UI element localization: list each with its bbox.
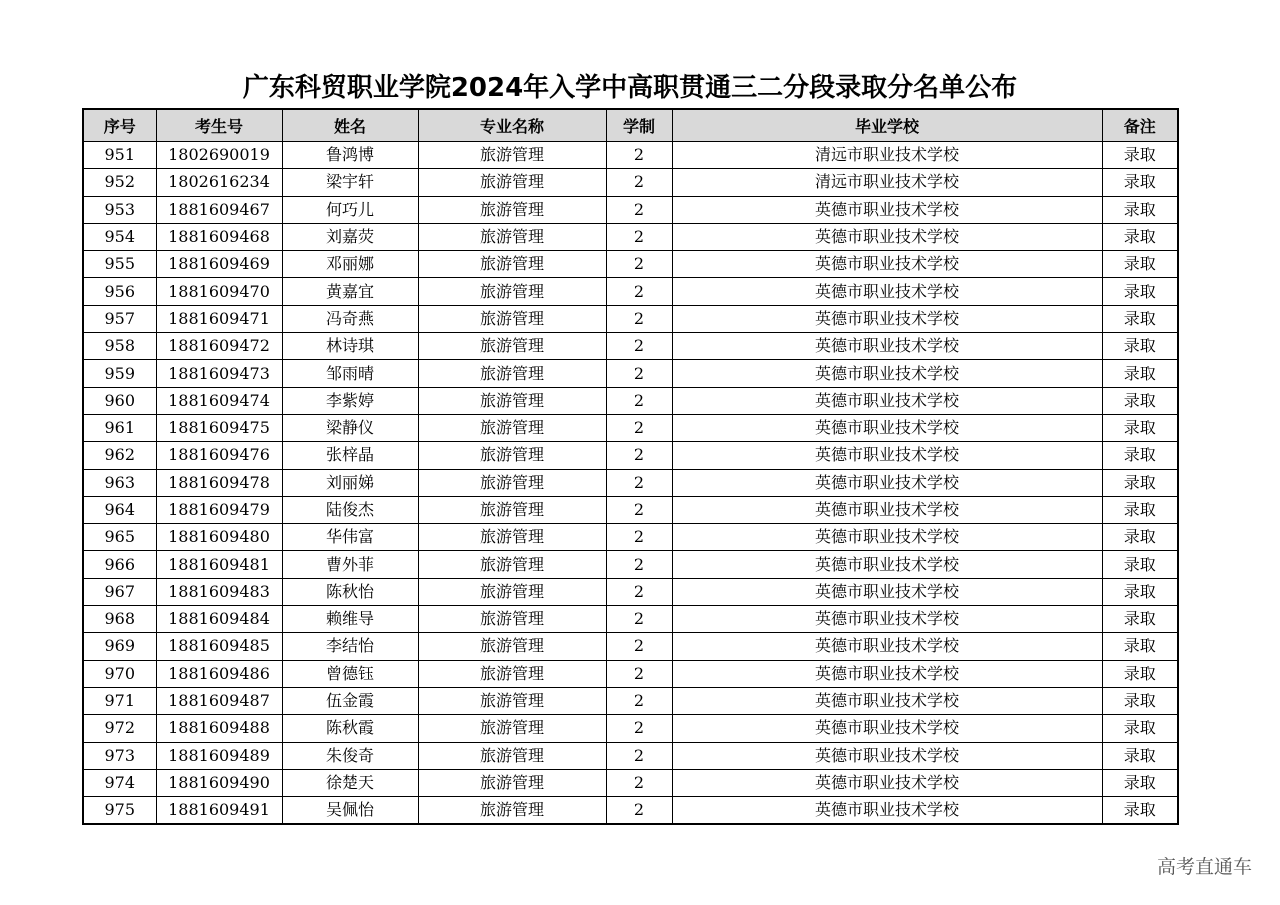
cell-major: 旅游管理 <box>418 387 606 414</box>
cell-duration: 2 <box>606 442 672 469</box>
table-row <box>83 524 1178 551</box>
watermark: 高考直通车 <box>1156 856 1252 878</box>
cell-major: 旅游管理 <box>418 660 606 687</box>
cell-school: 英德市职业技术学校 <box>672 469 1102 496</box>
cell-school: 英德市职业技术学校 <box>672 524 1102 551</box>
cell-serial: 951 <box>83 142 156 169</box>
table-row <box>83 387 1178 414</box>
cell-duration: 2 <box>606 142 672 169</box>
table-row <box>83 223 1178 250</box>
cell-serial: 956 <box>83 278 156 305</box>
cell-serial: 958 <box>83 333 156 360</box>
cell-remark: 录取 <box>1102 251 1178 278</box>
cell-school: 英德市职业技术学校 <box>672 305 1102 332</box>
table-row <box>83 469 1178 496</box>
cell-name: 邓丽娜 <box>282 251 418 278</box>
cell-remark: 录取 <box>1102 660 1178 687</box>
cell-name: 何巧儿 <box>282 196 418 223</box>
table-row <box>83 251 1178 278</box>
cell-major: 旅游管理 <box>418 278 606 305</box>
cell-name: 邹雨晴 <box>282 360 418 387</box>
cell-major: 旅游管理 <box>418 360 606 387</box>
cell-school: 英德市职业技术学校 <box>672 769 1102 796</box>
cell-name: 林诗琪 <box>282 333 418 360</box>
cell-remark: 录取 <box>1102 496 1178 523</box>
cell-duration: 2 <box>606 360 672 387</box>
cell-school: 英德市职业技术学校 <box>672 442 1102 469</box>
cell-remark: 录取 <box>1102 278 1178 305</box>
table-row <box>83 660 1178 687</box>
cell-serial: 955 <box>83 251 156 278</box>
cell-name: 徐楚天 <box>282 769 418 796</box>
cell-remark: 录取 <box>1102 715 1178 742</box>
cell-name: 刘丽娣 <box>282 469 418 496</box>
cell-major: 旅游管理 <box>418 223 606 250</box>
cell-name: 冯奇燕 <box>282 305 418 332</box>
cell-duration: 2 <box>606 633 672 660</box>
cell-exam-number: 1881609476 <box>156 442 282 469</box>
cell-serial: 961 <box>83 414 156 441</box>
cell-remark: 录取 <box>1102 442 1178 469</box>
table-row <box>83 196 1178 223</box>
cell-school: 英德市职业技术学校 <box>672 606 1102 633</box>
cell-exam-number: 1881609488 <box>156 715 282 742</box>
cell-name: 李结怡 <box>282 633 418 660</box>
cell-exam-number: 1881609489 <box>156 742 282 769</box>
cell-school: 英德市职业技术学校 <box>672 223 1102 250</box>
table-row <box>83 769 1178 796</box>
table-row <box>83 578 1178 605</box>
cell-serial: 952 <box>83 169 156 196</box>
cell-duration: 2 <box>606 251 672 278</box>
cell-major: 旅游管理 <box>418 414 606 441</box>
cell-school: 清远市职业技术学校 <box>672 169 1102 196</box>
cell-serial: 969 <box>83 633 156 660</box>
table-row <box>83 715 1178 742</box>
cell-remark: 录取 <box>1102 333 1178 360</box>
table-row <box>83 687 1178 714</box>
table-row <box>83 333 1178 360</box>
header-serial: 序号 <box>83 109 156 142</box>
cell-duration: 2 <box>606 797 672 825</box>
cell-remark: 录取 <box>1102 606 1178 633</box>
cell-duration: 2 <box>606 578 672 605</box>
header-school: 毕业学校 <box>672 109 1102 142</box>
cell-remark: 录取 <box>1102 360 1178 387</box>
cell-name: 陈秋怡 <box>282 578 418 605</box>
cell-serial: 966 <box>83 551 156 578</box>
cell-name: 刘嘉荧 <box>282 223 418 250</box>
cell-duration: 2 <box>606 606 672 633</box>
cell-major: 旅游管理 <box>418 469 606 496</box>
table-row <box>83 305 1178 332</box>
table-row <box>83 606 1178 633</box>
cell-remark: 录取 <box>1102 169 1178 196</box>
cell-duration: 2 <box>606 278 672 305</box>
document-title: 广东科贸职业学院2024年入学中高职贯通三二分段录取分名单公布 <box>242 73 1018 103</box>
cell-exam-number: 1881609472 <box>156 333 282 360</box>
cell-school: 英德市职业技术学校 <box>672 387 1102 414</box>
cell-duration: 2 <box>606 223 672 250</box>
cell-exam-number: 1881609486 <box>156 660 282 687</box>
cell-remark: 录取 <box>1102 223 1178 250</box>
cell-duration: 2 <box>606 524 672 551</box>
cell-school: 英德市职业技术学校 <box>672 496 1102 523</box>
cell-major: 旅游管理 <box>418 551 606 578</box>
cell-school: 英德市职业技术学校 <box>672 278 1102 305</box>
cell-school: 英德市职业技术学校 <box>672 251 1102 278</box>
cell-exam-number: 1881609469 <box>156 251 282 278</box>
cell-name: 曾德钰 <box>282 660 418 687</box>
cell-duration: 2 <box>606 169 672 196</box>
cell-school: 英德市职业技术学校 <box>672 687 1102 714</box>
cell-remark: 录取 <box>1102 742 1178 769</box>
cell-exam-number: 1881609484 <box>156 606 282 633</box>
cell-school: 英德市职业技术学校 <box>672 660 1102 687</box>
cell-serial: 963 <box>83 469 156 496</box>
table-row <box>83 414 1178 441</box>
cell-exam-number: 1881609491 <box>156 797 282 825</box>
cell-serial: 970 <box>83 660 156 687</box>
cell-remark: 录取 <box>1102 578 1178 605</box>
cell-name: 吴佩怡 <box>282 797 418 825</box>
cell-major: 旅游管理 <box>418 742 606 769</box>
cell-duration: 2 <box>606 469 672 496</box>
cell-serial: 954 <box>83 223 156 250</box>
cell-name: 李紫婷 <box>282 387 418 414</box>
cell-name: 黄嘉宜 <box>282 278 418 305</box>
table-row <box>83 633 1178 660</box>
cell-exam-number: 1881609487 <box>156 687 282 714</box>
cell-major: 旅游管理 <box>418 142 606 169</box>
cell-duration: 2 <box>606 769 672 796</box>
cell-serial: 974 <box>83 769 156 796</box>
cell-exam-number: 1881609467 <box>156 196 282 223</box>
cell-serial: 959 <box>83 360 156 387</box>
cell-serial: 972 <box>83 715 156 742</box>
cell-duration: 2 <box>606 687 672 714</box>
cell-remark: 录取 <box>1102 414 1178 441</box>
cell-remark: 录取 <box>1102 551 1178 578</box>
cell-school: 英德市职业技术学校 <box>672 333 1102 360</box>
table-row <box>83 169 1178 196</box>
cell-exam-number: 1881609490 <box>156 769 282 796</box>
cell-name: 陆俊杰 <box>282 496 418 523</box>
cell-exam-number: 1881609485 <box>156 633 282 660</box>
cell-exam-number: 1881609475 <box>156 414 282 441</box>
cell-school: 英德市职业技术学校 <box>672 551 1102 578</box>
cell-serial: 975 <box>83 797 156 825</box>
cell-major: 旅游管理 <box>418 687 606 714</box>
cell-duration: 2 <box>606 660 672 687</box>
cell-remark: 录取 <box>1102 142 1178 169</box>
cell-school: 英德市职业技术学校 <box>672 578 1102 605</box>
cell-school: 英德市职业技术学校 <box>672 360 1102 387</box>
cell-name: 伍金霞 <box>282 687 418 714</box>
cell-remark: 录取 <box>1102 469 1178 496</box>
cell-name: 朱俊奇 <box>282 742 418 769</box>
header-duration: 学制 <box>606 109 672 142</box>
cell-serial: 964 <box>83 496 156 523</box>
cell-remark: 录取 <box>1102 387 1178 414</box>
table-row <box>83 742 1178 769</box>
table-row <box>83 797 1178 825</box>
cell-name: 鲁鸿博 <box>282 142 418 169</box>
cell-major: 旅游管理 <box>418 251 606 278</box>
table-row <box>83 278 1178 305</box>
header-exam-number: 考生号 <box>156 109 282 142</box>
cell-school: 清远市职业技术学校 <box>672 142 1102 169</box>
table-row <box>83 442 1178 469</box>
cell-school: 英德市职业技术学校 <box>672 797 1102 825</box>
cell-name: 张梓晶 <box>282 442 418 469</box>
cell-exam-number: 1881609478 <box>156 469 282 496</box>
cell-duration: 2 <box>606 387 672 414</box>
cell-school: 英德市职业技术学校 <box>672 414 1102 441</box>
cell-duration: 2 <box>606 414 672 441</box>
table-header-row <box>83 109 1178 142</box>
cell-duration: 2 <box>606 496 672 523</box>
cell-duration: 2 <box>606 333 672 360</box>
cell-school: 英德市职业技术学校 <box>672 742 1102 769</box>
cell-major: 旅游管理 <box>418 633 606 660</box>
cell-major: 旅游管理 <box>418 333 606 360</box>
table-row <box>83 551 1178 578</box>
cell-remark: 录取 <box>1102 769 1178 796</box>
cell-serial: 968 <box>83 606 156 633</box>
table-body <box>83 142 1178 825</box>
cell-exam-number: 1881609480 <box>156 524 282 551</box>
cell-serial: 960 <box>83 387 156 414</box>
cell-school: 英德市职业技术学校 <box>672 196 1102 223</box>
cell-exam-number: 1881609474 <box>156 387 282 414</box>
table-row <box>83 496 1178 523</box>
cell-name: 陈秋霞 <box>282 715 418 742</box>
cell-major: 旅游管理 <box>418 169 606 196</box>
cell-exam-number: 1881609468 <box>156 223 282 250</box>
header-major: 专业名称 <box>418 109 606 142</box>
cell-serial: 953 <box>83 196 156 223</box>
cell-name: 梁静仪 <box>282 414 418 441</box>
cell-major: 旅游管理 <box>418 715 606 742</box>
admission-table <box>82 108 1179 825</box>
cell-serial: 973 <box>83 742 156 769</box>
cell-remark: 录取 <box>1102 305 1178 332</box>
cell-name: 华伟富 <box>282 524 418 551</box>
cell-duration: 2 <box>606 742 672 769</box>
cell-major: 旅游管理 <box>418 797 606 825</box>
cell-serial: 967 <box>83 578 156 605</box>
cell-school: 英德市职业技术学校 <box>672 633 1102 660</box>
cell-exam-number: 1881609471 <box>156 305 282 332</box>
cell-major: 旅游管理 <box>418 196 606 223</box>
cell-major: 旅游管理 <box>418 305 606 332</box>
header-name: 姓名 <box>282 109 418 142</box>
cell-duration: 2 <box>606 551 672 578</box>
cell-name: 赖维导 <box>282 606 418 633</box>
cell-serial: 962 <box>83 442 156 469</box>
cell-duration: 2 <box>606 196 672 223</box>
cell-serial: 957 <box>83 305 156 332</box>
cell-exam-number: 1881609483 <box>156 578 282 605</box>
cell-exam-number: 1881609473 <box>156 360 282 387</box>
cell-serial: 971 <box>83 687 156 714</box>
cell-exam-number: 1802616234 <box>156 169 282 196</box>
cell-major: 旅游管理 <box>418 769 606 796</box>
cell-name: 曹外菲 <box>282 551 418 578</box>
cell-name: 梁宇轩 <box>282 169 418 196</box>
cell-major: 旅游管理 <box>418 442 606 469</box>
cell-exam-number: 1802690019 <box>156 142 282 169</box>
cell-school: 英德市职业技术学校 <box>672 715 1102 742</box>
cell-duration: 2 <box>606 715 672 742</box>
cell-remark: 录取 <box>1102 633 1178 660</box>
cell-duration: 2 <box>606 305 672 332</box>
cell-exam-number: 1881609479 <box>156 496 282 523</box>
cell-remark: 录取 <box>1102 196 1178 223</box>
header-remark: 备注 <box>1102 109 1178 142</box>
cell-remark: 录取 <box>1102 797 1178 825</box>
cell-major: 旅游管理 <box>418 578 606 605</box>
cell-remark: 录取 <box>1102 687 1178 714</box>
cell-major: 旅游管理 <box>418 606 606 633</box>
cell-exam-number: 1881609481 <box>156 551 282 578</box>
cell-remark: 录取 <box>1102 524 1178 551</box>
cell-major: 旅游管理 <box>418 524 606 551</box>
cell-exam-number: 1881609470 <box>156 278 282 305</box>
table-row <box>83 142 1178 169</box>
table-row <box>83 360 1178 387</box>
cell-major: 旅游管理 <box>418 496 606 523</box>
cell-serial: 965 <box>83 524 156 551</box>
